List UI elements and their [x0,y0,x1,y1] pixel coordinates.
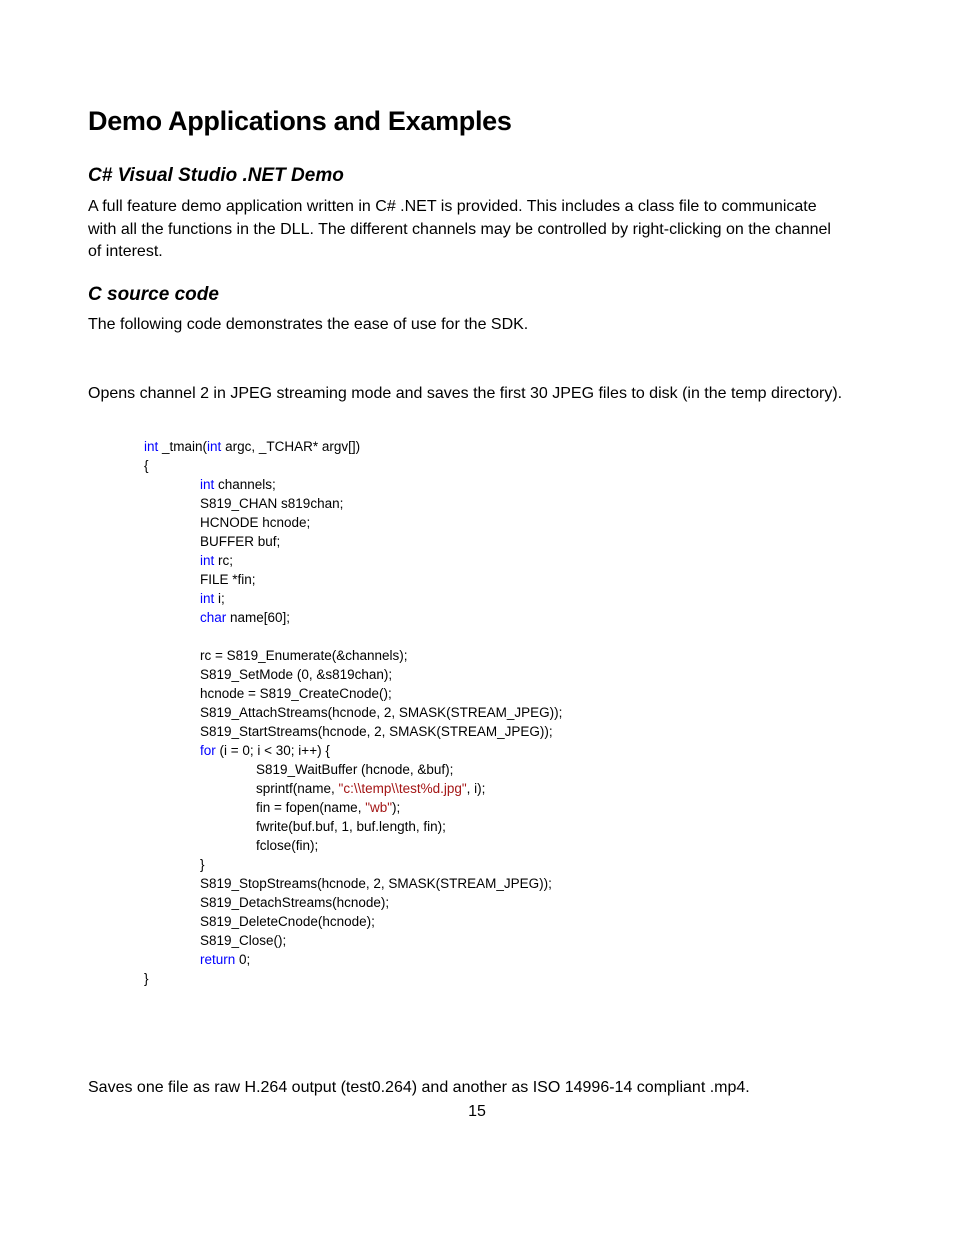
code-text: } [200,857,205,872]
code-keyword: return [200,952,236,967]
code-line [256,760,453,779]
code-text: FILE *fin; [200,572,256,587]
code-line [200,551,233,570]
code-line [200,950,250,969]
code-keyword: int [144,439,159,454]
code-text: fwrite(buf.buf, 1, buf.length, fin); [256,819,446,834]
code-line [256,836,318,855]
code-text: hcnode = S819_CreateCnode(); [200,686,392,701]
code-text: S819_DeleteCnode(hcnode); [200,914,375,929]
code-text: S819_WaitBuffer (hcnode, &buf); [256,762,454,777]
page-number: 15 [468,1103,486,1120]
code-line [200,741,330,760]
code-text: S819_CHAN s819chan; [200,496,344,511]
code-line [200,893,389,912]
code-text: BUFFER buf; [200,534,281,549]
code-line [144,969,149,988]
page-title: Demo Applications and Examples [88,106,512,136]
code-text: ); [392,800,401,815]
code-line [200,703,562,722]
code-text: _tmain( [158,439,208,454]
code-text: 0; [235,952,251,967]
section-heading-csharp: C# Visual Studio .NET Demo [88,165,344,186]
code-keyword: int [200,553,215,568]
code-text: rc = S819_Enumerate(&channels); [200,648,408,663]
code-text: argc, _TCHAR* argv[]) [221,439,361,454]
section-body-csharp: A full feature demo application written in C# .NET is provided. This includes a class file to communicate with all the functions in the DLL. The different channels may be controlled by right-clicking on the channel of interest. [88,198,831,260]
code-line [200,874,552,893]
code-line [200,855,205,874]
code-text: S819_AttachStreams(hcnode, 2, SMASK(STREAM_JPEG)); [200,705,563,720]
code-line [200,475,276,494]
code-string: "wb" [365,800,393,815]
code-line [256,779,485,798]
code-text: fclose(fin); [256,838,319,853]
code-keyword: int [200,591,215,606]
code-line [200,912,375,931]
code-text: fin = fopen(name, [256,800,366,815]
code-text: i; [214,591,225,606]
code-text: (i = 0; i < 30; i++) { [215,743,330,758]
code-line [200,513,310,532]
section-body-csource: The following code demonstrates the ease of use for the SDK. [88,316,529,333]
code-text: } [144,971,149,986]
code-keyword: for [200,743,216,758]
code-line [200,608,290,627]
code-text: , i); [466,781,486,796]
code-line [256,817,446,836]
section-heading-csource: C source code [88,284,219,305]
code-text: name[60]; [226,610,291,625]
code-text: sprintf(name, [256,781,339,796]
example1-description: Opens channel 2 in JPEG streaming mode and saves the first 30 JPEG files to disk (in the temp directory). [88,385,843,402]
code-line [144,456,149,475]
code-line [200,589,225,608]
code-line [200,532,280,551]
code-keyword: int [207,439,222,454]
code-line [200,570,256,589]
code-line [200,646,408,665]
code-line [200,684,392,703]
code-text: { [144,458,149,473]
code-text: HCNODE hcnode; [200,515,311,530]
code-text: S819_SetMode (0, &s819chan); [200,667,393,682]
code-line [200,722,553,741]
code-line [256,798,400,817]
code-text: S819_StartStreams(hcnode, 2, SMASK(STREAM_JPEG)); [200,724,553,739]
code-line [200,494,343,513]
code-text: S819_DetachStreams(hcnode); [200,895,390,910]
code-text: S819_Close(); [200,933,287,948]
code-line [200,665,392,684]
code-text: rc; [214,553,234,568]
code-line [200,931,286,950]
example2-description: Saves one file as raw H.264 output (test0.264) and another as ISO 14996-14 compliant .mp4. [88,1079,750,1096]
code-text: S819_StopStreams(hcnode, 2, SMASK(STREAM_JPEG)); [200,876,552,891]
code-string: "c:\\temp\\test%d.jpg" [338,781,467,796]
code-text: channels; [214,477,276,492]
code-line [144,437,360,456]
code-keyword: int [200,477,215,492]
code-keyword: char [200,610,227,625]
